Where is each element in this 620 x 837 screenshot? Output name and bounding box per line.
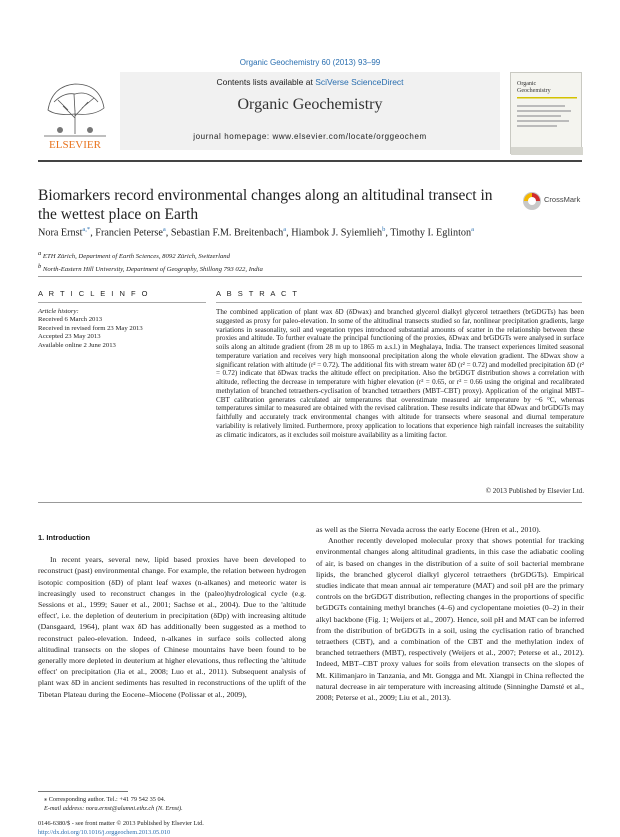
elsevier-logo[interactable] (38, 72, 112, 154)
history-item: Accepted 23 May 2013 (38, 333, 206, 341)
author-affiliation-marker[interactable]: a (283, 226, 286, 233)
history-item: Available online 2 June 2013 (38, 342, 206, 350)
article-info-rule (38, 302, 206, 303)
article-history (38, 308, 206, 350)
intro-paragraph: In recent years, several new, lipid based proxies have been developed to reconstruct (past) environmental change. For example, the relation between hydrogen isotopic composition (δD) of plant leaf waxes (n-alkanes) and meteoric water is increasingly used to reconstruct changes in the (paleo)hydrological cycle (e.g. Sessions et al., 1999; Sauer et al., 2001; Sachse et al., 2004). Due to the 'altitude effect', i.e. the depletion of deuterium in precipitation (δDp) with increasing altitude (Dansgaard, 1964), plant wax δD has additionally been suggested as a method to reconstruct paleo-elevation. Indeed, n-alkanes in surface soils collected along altitudinal transects on the slopes of Chinese mountains have been found to be generally more depleted in deuterium at higher elevations, thus reflecting the 'altitude effect' on precipitation (Jia et al., 2008; Luo et al., 2011). Subsequent analysis of plant wax δD in ancient sediments has resulted in reconstructions of the uplift of the Tibetan Plateau during the Eocene–Miocene (Polissar et al., 2009), (38, 554, 306, 700)
email-note[interactable]: E-mail address: nora.ernst@alumni.ethz.ch (N. Ernst). (44, 805, 306, 814)
footnote-rule (38, 791, 128, 792)
author-affiliation-marker[interactable]: b (382, 226, 385, 233)
body-rule (38, 502, 582, 503)
article-info-heading: A R T I C L E I N F O (38, 289, 149, 298)
doi-link[interactable]: http://dx.doi.org/10.1016/j.orggeochem.2013.05.010 (38, 829, 306, 837)
homepage-prefix: journal homepage: (193, 132, 272, 141)
history-item: Received in revised form 23 May 2013 (38, 325, 206, 333)
body-column-left (38, 532, 306, 700)
journal-cover-thumbnail[interactable] (510, 72, 582, 154)
author-affiliation-marker[interactable]: a (163, 226, 166, 233)
affiliation-text: North-Eastern Hill University, Department of Geography, Shillong 793 022, India (43, 266, 263, 273)
affiliation-item (38, 262, 582, 275)
homepage-link[interactable]: www.elsevier.com/locate/orggeochem (273, 132, 427, 141)
section-rule (38, 276, 582, 277)
journal-citation[interactable]: Organic Geochemistry 60 (2013) 93–99 (0, 58, 620, 67)
issn-line: 0146-6380/$ - see front matter © 2013 Published by Elsevier Ltd. (38, 820, 306, 829)
contents-prefix: Contents lists available at (216, 77, 315, 87)
svg-text:Geochemistry: Geochemistry (517, 88, 551, 94)
section-heading: 1. Introduction (38, 532, 306, 543)
affiliations (38, 249, 582, 275)
issn-doi (38, 820, 306, 837)
author-name[interactable]: Nora Ernst (38, 227, 82, 238)
author-affiliation-marker[interactable]: a,* (82, 226, 90, 233)
author-name[interactable]: Sebastian F.M. Breitenbach (171, 227, 283, 238)
author-name[interactable]: Hiambok J. Syiemlieh (291, 227, 382, 238)
crossmark-label: CrossMark (544, 195, 580, 204)
author-affiliation-marker[interactable]: a (471, 226, 474, 233)
crossmark-badge[interactable] (522, 190, 584, 212)
abstract-body: The combined application of plant wax δD (δDwax) and branched glycerol dialkyl glycerol tetraethers (brGDGTs) has been suggested as proxy for paleo-elevation. In some of the altitudinal transects studied so far, nonlinear precipitation gradients, large variations in seasonality, soil and vegetation types introduced substantial amounts of scatter in the relationship between these proxies and altitude. To further evaluate the principal functioning of the proxies, δDwax and brGDGTs were analysed in surface soils along an altitude gradient (from 28 m up to 1865 m a.s.l.) in Meghalaya, India. The transect experiences limited seasonal temperature variation and receives very high monsoonal precipitation along the whole elevation gradient. The δDwax show a significant relation with altitude (r² = 0.72). The additional fits with stream water δD (r² = 0.72) and modelled precipitation δD (r² = 0.72) indicate that δDwax tracks the altitude effect on precipitation. Also the brGDGT distribution shows a correlation with altitude, reflecting the decrease in temperature with higher elevation (r² = 0.65, or r² = 0.66 using the original and recalibrated methylation of branched tetraethers-cyclisation of branched tetraethers (MBT–CBT) proxy). Application of the original MBT–CBT calibration generates calculated air temperatures that overestimate measured air temperature by ~6 °C, whereas temperatures similar to measured are obtained with the revised calibration. These results indicate that δDwax and brGDGTs may faithfully and accurately track environmental changes with altitude for transects where seasonal and diurnal temperature variability is relatively limited. Furthermore, proxy application to locations that experience high rainfall increases the suitability as climatic indicators, as it excludes soil moisture availability as a limiting factor. (216, 308, 584, 439)
intro-paragraph: Another recently developed molecular proxy that shows potential for tracking environmental changes along altitudinal gradients, in this case the adiabatic cooling of air, is based on changes in the distribution of a suite of soil bacterial membrane lipids, the branched glycerol dialkyl glycerol tetraethers (brGDGTs). Empirical studies indicate that mean annual air temperature (MAT) and soil pH are the primary controls on the brGDGT distribution, reflecting changes in the proportions of specific brGDGTs containing methyl branches (4–6) and cyclopentane moieties (0–2) in their alkyl backbone (Fig. 1; Weijers et al., 2007). Hence, soil pH and MAT can be inferred from the distribution of brGDGTs in a soil, using the cyclisation ratio of branched tetraethers (CBT), and a combination of the CBT and the methylation index of branched tetraethers (MBT), respectively (Weijers et al., 2007; Peterse et al., 2012). Indeed, MBT–CBT proxy values for soils from elevation transects on the slopes of Mt. Kilimanjaro in Tanzania, and Mt. Gongga and Mt. Xiangpi in China reflected the natural decrease in air temperature with increasing altitude (Sinninghe Damsté et al., 2008; Peterse et al., 2009; Liu et al., 2013). (316, 535, 584, 703)
article-title: Biomarkers record environmental changes along an altitudinal transect in the wettest place on Earth (38, 186, 508, 224)
journal-title: Organic Geochemistry (120, 96, 500, 114)
author-name[interactable]: Timothy I. Eglinton (390, 227, 471, 238)
affiliation-item (38, 249, 582, 262)
contents-line (120, 77, 500, 87)
abstract-heading: A B S T R A C T (216, 289, 299, 298)
author-name[interactable]: Francien Peterse (95, 227, 163, 238)
affiliation-text: ETH Zürich, Department of Earth Sciences, 8092 Zürich, Switzerland (43, 253, 230, 260)
footnote (44, 796, 306, 813)
header-rule (38, 160, 582, 162)
affiliation-marker: b (38, 263, 41, 270)
homepage-line (120, 132, 500, 141)
body-column-right (316, 524, 584, 703)
sciencedirect-link[interactable]: SciVerse ScienceDirect (315, 77, 403, 87)
author-list: Nora Ernst$^{a,*}$, Francien Peterse$^a$, Sebastian F.M. Breitenbach$^a$, Hiambok J. Syiemlieh$^b$, Timothy I. Eglinton$^a$ (38, 226, 598, 238)
history-item: Received 6 March 2013 (38, 316, 206, 324)
journal-header (38, 72, 582, 154)
intro-paragraph-continued: as well as the Sierra Nevada across the early Eocene (Hren et al., 2010). (316, 524, 584, 535)
abstract-rule (216, 302, 582, 303)
cover-title: Organic (517, 81, 537, 87)
abstract-copyright: © 2013 Published by Elsevier Ltd. (216, 487, 584, 495)
affiliation-marker: a (38, 250, 41, 257)
elsevier-logo-text: ELSEVIER (49, 139, 102, 151)
journal-header-panel (120, 72, 500, 150)
history-label: Article history: (38, 308, 206, 316)
corresponding-author-note: ⁎ Corresponding author. Tel.: +41 79 542 35 04. (44, 796, 306, 805)
